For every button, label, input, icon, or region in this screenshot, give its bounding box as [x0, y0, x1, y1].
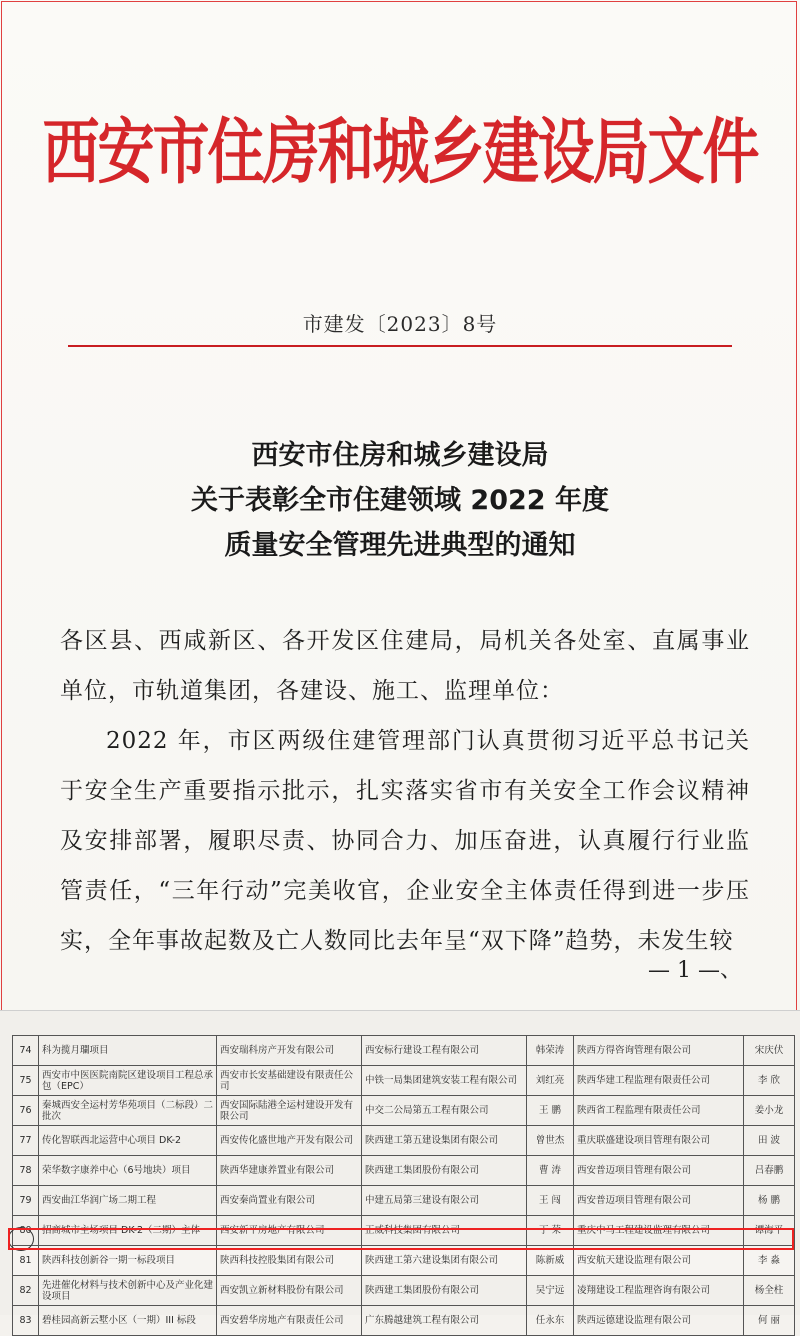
- cell-developer: 西安传化盛世地产开发有限公司: [217, 1126, 362, 1156]
- cell-project: 陕西科技创新谷一期一标段项目: [39, 1246, 217, 1276]
- cell-developer: 陕西华建康养置业有限公司: [217, 1156, 362, 1186]
- cell-contractor: 中铁一局集团建筑安装工程有限公司: [362, 1066, 527, 1096]
- cell-director: 姜小龙: [744, 1096, 795, 1126]
- cell-developer: 西安国际陆港全运村建设开发有限公司: [217, 1096, 362, 1126]
- cell-no: 80: [13, 1216, 39, 1246]
- cell-supervisor: 重庆中马工程建设监理有限公司: [574, 1216, 744, 1246]
- cell-contractor: 正威科技集团有限公司: [362, 1216, 527, 1246]
- table-row: [13, 1066, 795, 1096]
- cell-contractor: 西安标行建设工程有限公司: [362, 1036, 527, 1066]
- page-number: — 1 —、: [648, 958, 742, 983]
- table-row: [13, 1216, 795, 1246]
- cell-director: 何 丽: [744, 1306, 795, 1336]
- cell-contractor: 陕西建工集团股份有限公司: [362, 1276, 527, 1306]
- cell-contractor: 陕西建工集团股份有限公司: [362, 1156, 527, 1186]
- document-number: 市建发〔2023〕8号: [302, 312, 498, 336]
- table-body: [13, 1036, 795, 1336]
- cell-no: 79: [13, 1186, 39, 1216]
- cell-project: 传化智联西北运营中心项目 DK-2: [39, 1126, 217, 1156]
- cell-supervisor: 陕西华建工程监理有限责任公司: [574, 1066, 744, 1096]
- cell-manager: 陈新威: [527, 1246, 574, 1276]
- body-text: [60, 616, 750, 966]
- cell-manager: 吴宁远: [527, 1276, 574, 1306]
- cell-developer: 西安凯立新材料股份有限公司: [217, 1276, 362, 1306]
- cell-supervisor: 凌翔建设工程监理咨询有限公司: [574, 1276, 744, 1306]
- cell-supervisor: 陕西方得咨询管理有限公司: [574, 1036, 744, 1066]
- cell-contractor: 广东腾越建筑工程有限公司: [362, 1306, 527, 1336]
- cell-no: 83: [13, 1306, 39, 1336]
- cell-manager: 丁 荣: [527, 1216, 574, 1246]
- table-row: [13, 1156, 795, 1186]
- cell-project: 先进催化材料与技术创新中心及产业化建设项目: [39, 1276, 217, 1306]
- cell-developer: 西安碧华房地产有限责任公司: [217, 1306, 362, 1336]
- cell-supervisor: 陕西远德建设监理有限公司: [574, 1306, 744, 1336]
- cell-developer: 陕西科技控股集团有限公司: [217, 1246, 362, 1276]
- cell-manager: 曾世杰: [527, 1126, 574, 1156]
- red-header-title: 西安市住房和城乡建设局文件: [42, 111, 758, 194]
- cell-developer: 西安秦尚置业有限公司: [217, 1186, 362, 1216]
- cell-developer: 西安瑞科房产开发有限公司: [217, 1036, 362, 1066]
- cell-contractor: 中建五局第三建设有限公司: [362, 1186, 527, 1216]
- cell-director: 李 欣: [744, 1066, 795, 1096]
- cell-supervisor: 陕西省工程监理有限责任公司: [574, 1096, 744, 1126]
- cell-no: 76: [13, 1096, 39, 1126]
- cell-project: 秦城西安全运村芳华苑项目（二标段）二批次: [39, 1096, 217, 1126]
- cell-project: 招商城市主场项目 DK-2（二期）主体: [39, 1216, 217, 1246]
- cell-director: 谭海平: [744, 1216, 795, 1246]
- notice-title-line: 西安市住房和城乡建设局: [251, 440, 549, 471]
- cell-developer: 西安市长安基础建设有限责任公司: [217, 1066, 362, 1096]
- notice-title: [0, 433, 800, 568]
- handwritten-circle: [8, 1227, 34, 1251]
- award-table: [12, 1035, 795, 1336]
- red-divider: [68, 345, 732, 347]
- cell-contractor: 陕西建工第五建设集团有限公司: [362, 1126, 527, 1156]
- cell-manager: 曹 涛: [527, 1156, 574, 1186]
- cell-project: 西安市中医医院南院区建设项目工程总承包（EPC）: [39, 1066, 217, 1096]
- cell-director: 宋庆伏: [744, 1036, 795, 1066]
- cell-no: 75: [13, 1066, 39, 1096]
- table-row: [13, 1276, 795, 1306]
- notice-title-line: 关于表彰全市住建领域 2022 年度: [191, 485, 609, 516]
- cell-director: 李 淼: [744, 1246, 795, 1276]
- cell-no: 78: [13, 1156, 39, 1186]
- cell-supervisor: 重庆联盛建设项目管理有限公司: [574, 1126, 744, 1156]
- cell-manager: 刘红亮: [527, 1066, 574, 1096]
- table-row: [13, 1126, 795, 1156]
- table-row: [13, 1096, 795, 1126]
- cell-director: 田 波: [744, 1126, 795, 1156]
- table-row: [13, 1306, 795, 1336]
- cell-director: 吕春鹏: [744, 1156, 795, 1186]
- cell-manager: 韩荣涛: [527, 1036, 574, 1066]
- cell-developer: 西安新平房地产有限公司: [217, 1216, 362, 1246]
- table-row: [13, 1246, 795, 1276]
- cell-manager: 王 鹏: [527, 1096, 574, 1126]
- body-paragraph: 2022 年，市区两级住建管理部门认真贯彻习近平总书记关于安全生产重要指示批示，扎实落实省市有关安全工作会议精神及安排部署，履职尽责、协同合力、加压奋进，认真履行行业监管责任，“三年行动”完美收官，企业安全主体责任得到进一步压实，全年事故起数及亡人数同比去年呈“双下降”趋势，未发生较: [60, 728, 750, 954]
- cell-manager: 王 闯: [527, 1186, 574, 1216]
- award-table-section: [0, 1010, 800, 1326]
- cell-no: 82: [13, 1276, 39, 1306]
- cell-supervisor: 西安航天建设监理有限公司: [574, 1246, 744, 1276]
- cell-supervisor: 西安普迈项目管理有限公司: [574, 1156, 744, 1186]
- cell-no: 77: [13, 1126, 39, 1156]
- table-row: [13, 1186, 795, 1216]
- cell-contractor: 陕西建工第六建设集团有限公司: [362, 1246, 527, 1276]
- recipients: 各区县、西咸新区、各开发区住建局，局机关各处室、直属事业单位，市轨道集团，各建设、施工、监理单位：: [60, 628, 750, 704]
- notice-title-line: 质量安全管理先进典型的通知: [224, 530, 576, 561]
- cell-project: 荣华数字康养中心（6号地块）项目: [39, 1156, 217, 1186]
- cell-supervisor: 西安普迈项目管理有限公司: [574, 1186, 744, 1216]
- cell-contractor: 中交二公局第五工程有限公司: [362, 1096, 527, 1126]
- cell-project: 碧桂园高新云墅小区（一期）III 标段: [39, 1306, 217, 1336]
- cell-manager: 任永东: [527, 1306, 574, 1336]
- cell-no: 81: [13, 1246, 39, 1276]
- cell-project: 科为揽月瓓项目: [39, 1036, 217, 1066]
- table-row: [13, 1036, 795, 1066]
- cell-no: 74: [13, 1036, 39, 1066]
- cell-director: 杨全柱: [744, 1276, 795, 1306]
- cell-project: 西安曲江华润广场二期工程: [39, 1186, 217, 1216]
- cell-director: 杨 鹏: [744, 1186, 795, 1216]
